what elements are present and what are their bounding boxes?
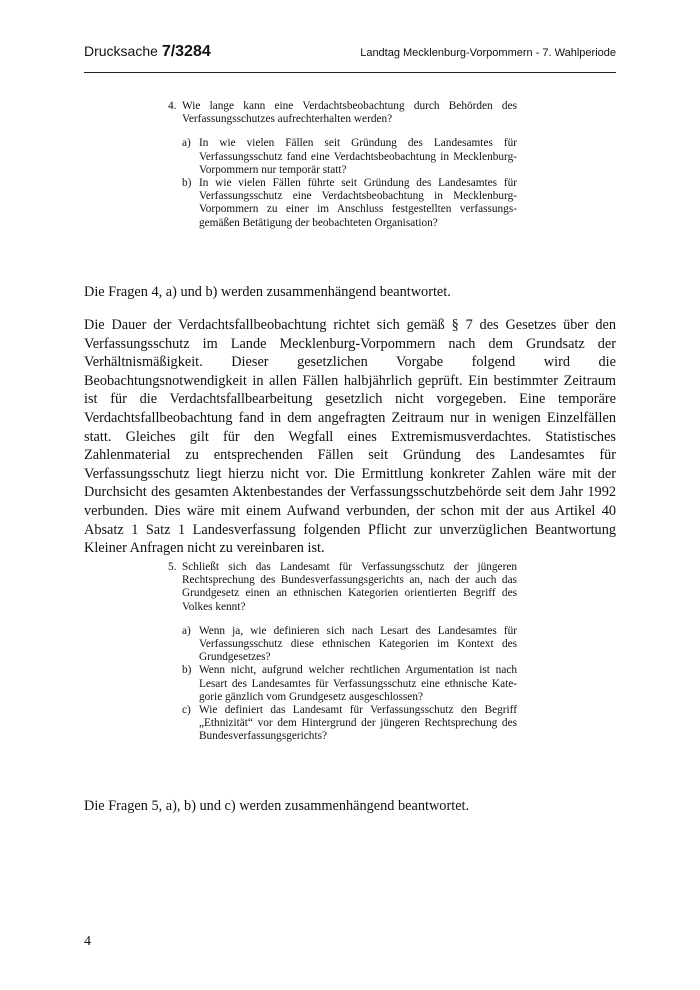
question-4 [168, 100, 517, 230]
question-number: 4. [168, 100, 177, 112]
question-text: Schließt sich das Landesamt für Verfassungsschutz der jüngeren Rechtsprechung des Bundesverfassungsgerichts an, nach der auch das Grundgesetz einen an ethnischen Kategorien orientierten Begriff des Volkes kennt? [182, 561, 517, 613]
sub-question-text: Wenn ja, wie definieren sich nach Lesart des Landesamtes für Verfassungsschutz diese ethnischen Kategorien im Kontext des Grundgesetzes? [199, 624, 517, 664]
parliament-title: Landtag Mecklenburg-Vorpommern - 7. Wahlperiode [360, 47, 616, 59]
header-divider [84, 72, 616, 73]
sub-question [182, 137, 517, 177]
answer-4-text: Die Dauer der Verdachtsfallbeobachtung richtet sich gemäß § 7 des Gesetzes über den Verfassungsschutz im Lande Mecklenburg-Vorpommern nach dem Grundsatz der Verhältnismäßigkeit. Dieser gesetzlichen Vorgabe folgend wird die Beobachtungsnotwendigkeit in allen Fällen halbjährlich geprüft. Ein bestimmter Zeitraum ist für die Verdachtsfallbearbeitung gesetzlich nicht vorgegeben. Eine temporäre Verdachtsfallbeobachtung fand in dem angefragten Zeitraum nur in wenigen Einzelfällen statt. Gleiches gilt für den Wegfall eines Extremismusverdachtes. Statistisches Zahlenmaterial zu entsprechenden Fällen seit Gründung des Landesamtes für Verfassungsschutz liegt hierzu nicht vor. Die Ermittlung konkreter Zahlen wäre mit der Durchsicht des gesamten Aktenbestandes der Verfassungsschutzbehörde seit dem Jahr 1992 verbunden. Dies wäre mit einem Aufwand verbunden, der schon mit der aus Artikel 40 Absatz 1 Satz 1 Landesverfassung folgenden Pflicht zur unverzüglichen Beantwortung Kleiner Anfragen nicht zu vereinbaren ist. [84, 317, 616, 557]
sub-question-text: Wie definiert das Landesamt für Verfassungsschutz den Begriff „Ethnizität“ vor dem Hintergrund der jüngeren Rechtsprechung des Bundesverfassungsgerichts? [199, 704, 517, 743]
sub-question-list [168, 137, 517, 229]
sub-question-text: In wie vielen Fällen seit Gründung des Landesamtes für Verfassungsschutz fand eine Verdachtsbeobachtung in Mecklenburg-Vorpommern nur temporär statt? [199, 137, 517, 176]
sub-question-text: In wie vielen Fällen führte seit Gründung des Landesamtes für Verfassungsschutz eine Verdachtsbeobachtung in Mecklenburg-Vorpommern zu einer im Anschluss festgestellten verfassungsgemäßen Betätigung der beobachteten Organisation? [199, 177, 517, 229]
answer-5-intro: Die Fragen 5, a), b) und c) werden zusammenhängend beantwortet. [84, 798, 470, 814]
answer-4-intro: Die Fragen 4, a) und b) werden zusammenhängend beantwortet. [84, 284, 451, 300]
document-number-value: 7/3284 [161, 43, 211, 60]
sub-question-label: c) [182, 704, 191, 717]
sub-question-label: b) [182, 177, 192, 190]
document-number [84, 43, 211, 61]
question-number: 5. [168, 561, 177, 573]
sub-question [182, 177, 517, 230]
sub-question-label: b) [182, 664, 192, 677]
question-5 [168, 561, 517, 744]
sub-question [182, 625, 517, 665]
sub-question [182, 664, 517, 704]
question-text: Wie lange kann eine Verdachtsbeobachtung durch Behörden des Verfassungsschutzes aufrechterhalten werden? [182, 100, 517, 126]
sub-question-label: a) [182, 624, 191, 637]
sub-question-label: a) [182, 137, 191, 150]
document-label: Drucksache [84, 43, 162, 59]
sub-question-list [168, 625, 517, 744]
page-number: 4 [84, 934, 91, 949]
sub-question [182, 704, 517, 744]
sub-question-text: Wenn nicht, aufgrund welcher rechtlichen Argumentation ist nach Lesart des Landesamtes für Verfassungsschutz eine ethnische Kategorie gänzlich vom Grundgesetz ausgeschlossen? [199, 664, 517, 703]
